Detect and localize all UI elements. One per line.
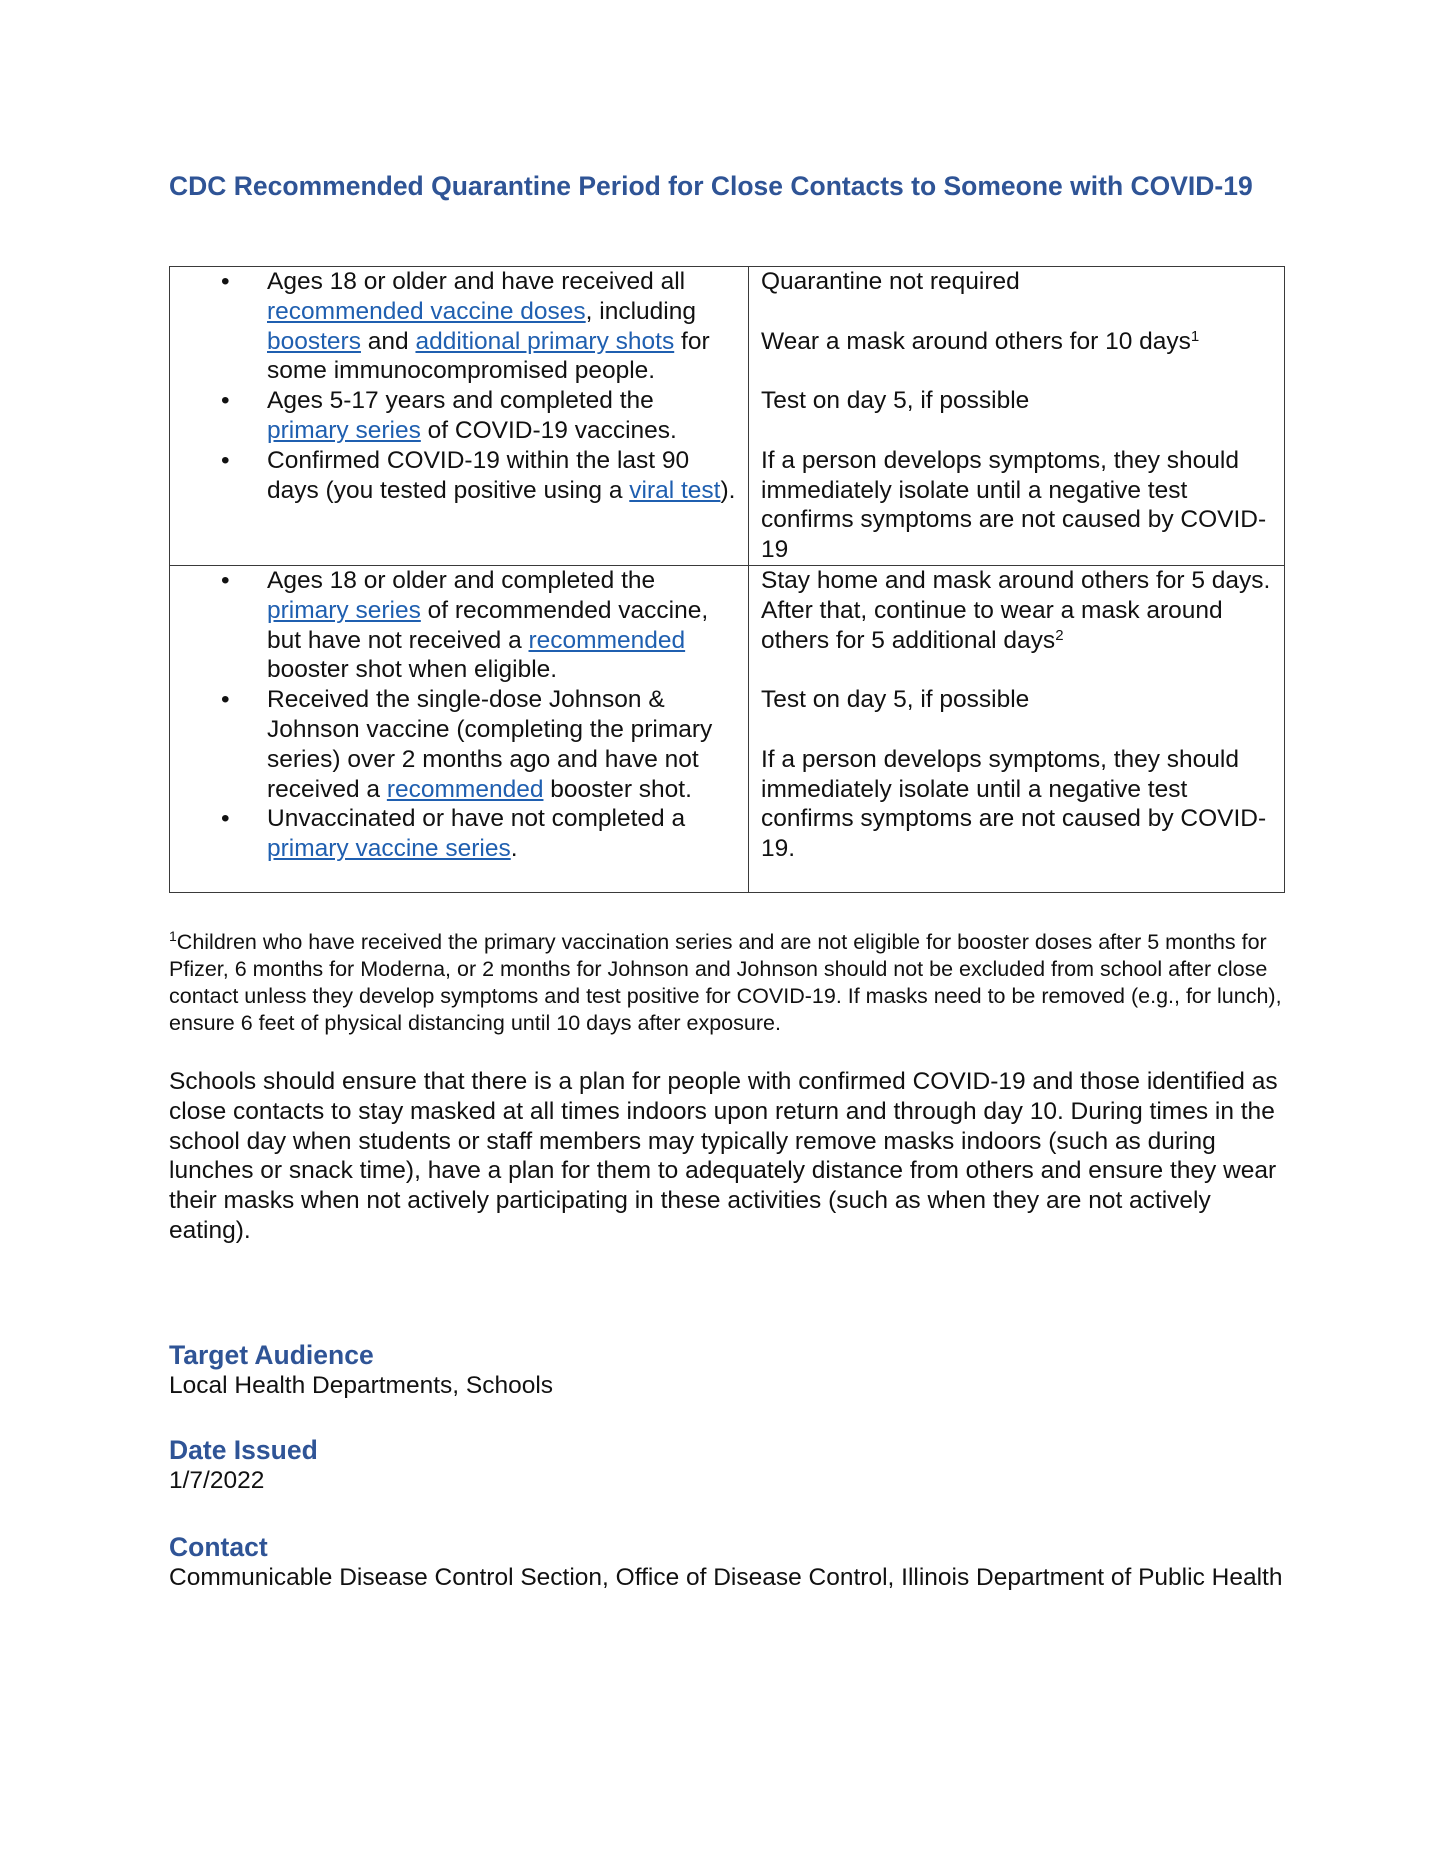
contact-value: Communicable Disease Control Section, Office of Disease Control, Illinois Department of Public Health xyxy=(169,1564,1283,1591)
bullet-icon: • xyxy=(221,268,230,295)
guidance-text: Test on day 5, if possible xyxy=(761,686,1030,714)
quarantine-table xyxy=(169,266,1285,893)
page-title: CDC Recommended Quarantine Period for Close Contacts to Someone with COVID-19 xyxy=(169,171,1253,201)
bullet-icon: • xyxy=(221,446,230,474)
guidance-text: Stay home and mask around others for 5 days. After that, continue to wear a mask around others for 5 additional days xyxy=(761,566,1271,654)
criteria-text: Received the single-dose Johnson & Johnson vaccine (completing the primary series) over 2 months ago and have not received a xyxy=(267,686,713,803)
criteria-text: , including xyxy=(585,297,696,325)
criteria-link[interactable]: primary series xyxy=(267,596,421,624)
footnote-reference: 2 xyxy=(1055,626,1064,644)
guidance-cell xyxy=(749,565,1285,892)
criteria-link[interactable]: recommended vaccine doses xyxy=(267,297,586,325)
bullet-icon: • xyxy=(221,566,230,594)
footnote-marker: 1 xyxy=(169,928,177,944)
guidance-text: If a person develops symptoms, they should immediately isolate until a negative test confirms symptoms are not caused by COVID-19 xyxy=(761,446,1267,564)
table-row xyxy=(170,565,1285,892)
criteria-text: of COVID-19 vaccines. xyxy=(420,416,677,444)
footnote-text: Children who have received the primary vaccination series and are not eligible for booster doses after 5 months for Pfizer, 6 months for Moderna, or 2 months for Johnson and Johnson should not be excluded from school after close contact unless they develop symptoms and test positive for COVID-19. If masks need to be removed (e.g., for lunch), ensure 6 feet of physical distancing until 10 days after exposure. xyxy=(169,930,1282,1035)
guidance-item xyxy=(761,327,1276,357)
criteria-item xyxy=(170,267,740,386)
guidance-text: Wear a mask around others for 10 days xyxy=(761,327,1191,355)
criteria-text: Ages 5-17 years and completed the xyxy=(267,387,654,415)
date-issued-heading: Date Issued xyxy=(169,1435,318,1465)
criteria-item xyxy=(170,685,740,804)
guidance-item xyxy=(761,745,1276,864)
criteria-link[interactable]: additional primary shots xyxy=(415,327,675,355)
criteria-item xyxy=(170,386,740,446)
criteria-text: booster shot when eligible. xyxy=(267,656,558,684)
guidance-text: If a person develops symptoms, they should immediately isolate until a negative test confirms symptoms are not caused by COVID-19. xyxy=(761,745,1267,863)
guidance-item xyxy=(761,446,1276,565)
contact-section xyxy=(169,1531,1289,1593)
target-audience-section xyxy=(169,1339,1289,1401)
criteria-text: booster shot. xyxy=(543,775,692,803)
target-audience-heading: Target Audience xyxy=(169,1340,374,1370)
guidance-cell xyxy=(749,267,1285,566)
criteria-link[interactable]: recommended xyxy=(386,775,544,803)
guidance-item xyxy=(761,685,1276,715)
criteria-cell xyxy=(170,267,749,566)
bullet-icon: • xyxy=(221,686,230,714)
date-issued-value: 1/7/2022 xyxy=(169,1467,265,1494)
criteria-text: Ages 18 or older and completed the xyxy=(267,566,656,594)
criteria-list xyxy=(170,566,748,864)
guidance-item xyxy=(761,386,1276,416)
criteria-link[interactable]: boosters xyxy=(267,327,361,355)
guidance-text: Quarantine not required xyxy=(761,268,1020,295)
bullet-icon: • xyxy=(221,387,230,415)
criteria-link[interactable]: primary series xyxy=(267,416,421,444)
contact-heading: Contact xyxy=(169,1532,268,1562)
criteria-link[interactable]: viral test xyxy=(629,476,721,504)
schools-guidance-paragraph: Schools should ensure that there is a plan for people with confirmed COVID-19 and those identified as close contacts to stay masked at all times indoors upon return and through day 10. During times in the school day when students or staff members may typically remove masks indoors (such as during lunches or snack time), have a plan for them to adequately distance from others and ensure they wear their masks when not actively participating in these activities (such as when they are not actively eating). xyxy=(169,1068,1278,1244)
cell-bottom-spacing xyxy=(170,864,748,892)
criteria-text: and xyxy=(360,327,416,355)
criteria-item xyxy=(170,446,740,506)
bullet-icon: • xyxy=(221,805,230,833)
guidance-item xyxy=(761,566,1276,655)
criteria-list xyxy=(170,267,748,505)
criteria-link[interactable]: primary vaccine series xyxy=(267,835,511,863)
criteria-item xyxy=(170,804,740,864)
criteria-text: Unvaccinated or have not completed a xyxy=(267,805,686,833)
criteria-text: . xyxy=(510,835,518,863)
criteria-text: Confirmed COVID-19 within the last 90 days (you tested positive using a xyxy=(267,446,690,504)
criteria-link[interactable]: recommended xyxy=(528,626,686,654)
date-issued-section xyxy=(169,1434,1289,1496)
target-audience-value: Local Health Departments, Schools xyxy=(169,1372,554,1399)
footnote xyxy=(169,929,1289,1037)
criteria-text: for some immunocompromised people. xyxy=(267,327,710,385)
guidance-item xyxy=(761,267,1276,297)
table-row xyxy=(170,267,1285,566)
guidance-text: Test on day 5, if possible xyxy=(761,387,1030,415)
criteria-text: Ages 18 or older and have received all xyxy=(267,268,686,295)
criteria-item xyxy=(170,566,740,685)
criteria-text: ). xyxy=(720,476,736,504)
criteria-text: of recommended vaccine, but have not received a xyxy=(267,596,709,654)
criteria-cell xyxy=(170,565,749,892)
footnote-reference: 1 xyxy=(1190,327,1200,345)
